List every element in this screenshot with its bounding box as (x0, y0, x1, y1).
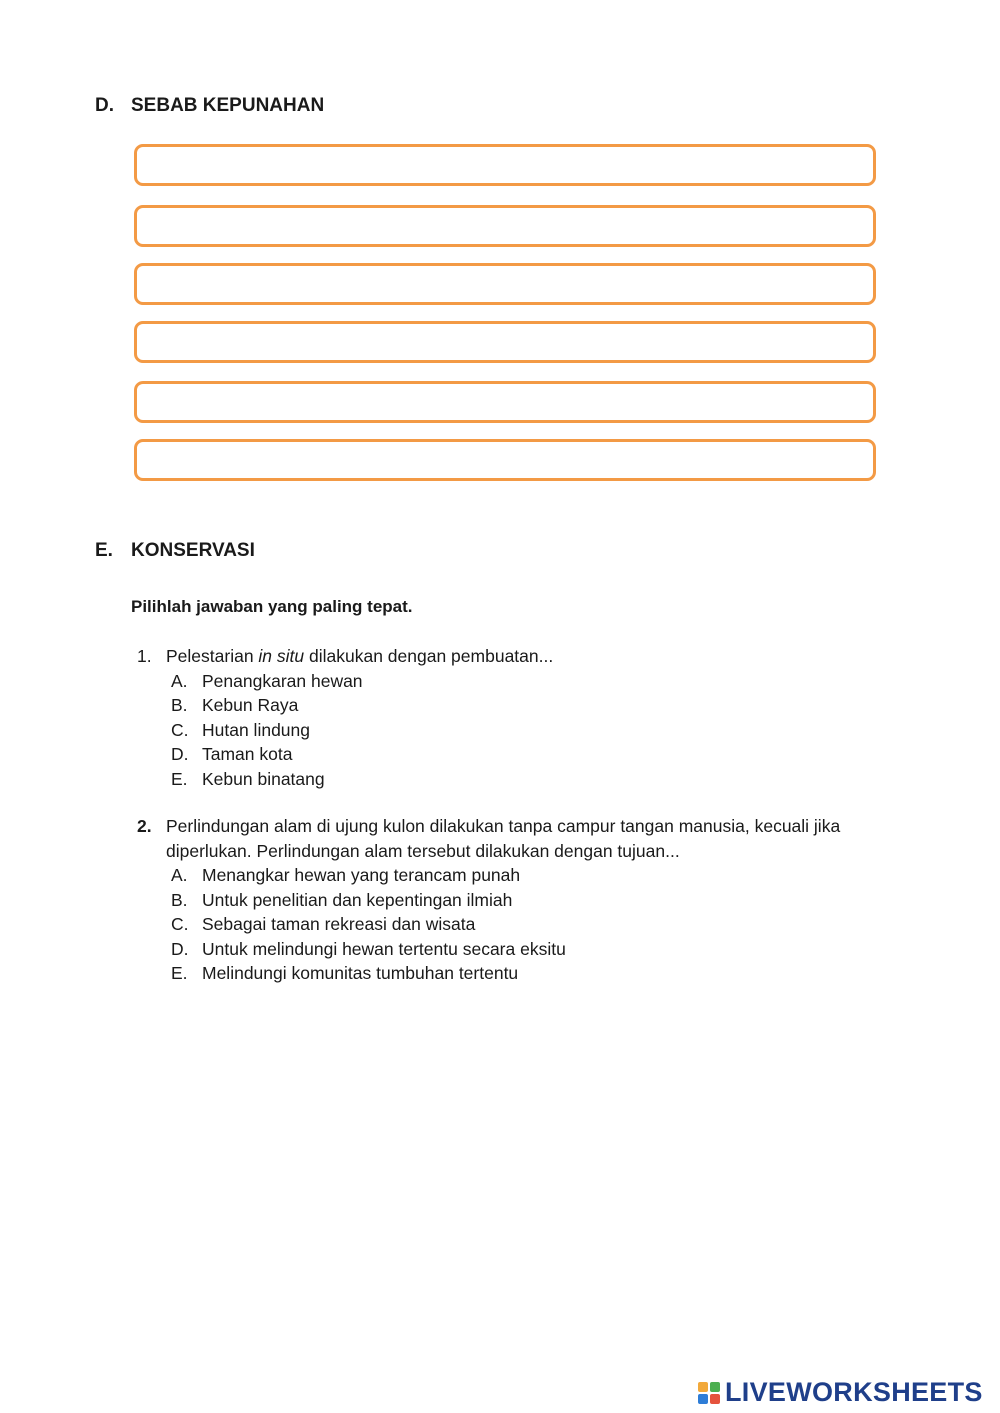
answer-box-5[interactable] (134, 381, 876, 423)
option-item[interactable] (171, 961, 897, 986)
option-text: Untuk melindungi hewan tertentu secara eksitu (202, 938, 566, 959)
option-letter: E. (171, 963, 188, 983)
answer-input-4[interactable] (137, 324, 873, 360)
section-e-heading (95, 540, 255, 562)
answer-box-2[interactable] (134, 205, 876, 247)
liveworksheets-logo-icon (698, 1382, 720, 1404)
question-text: Perlindungan alam di ujung kulon dilakukan tanpa campur tangan manusia, kecuali jika diperlukan. Perlindungan alam tersebut dilakukan dengan tujuan... (166, 816, 841, 861)
option-letter: D. (171, 938, 189, 959)
section-d-title: SEBAB KEPUNAHAN (131, 95, 325, 116)
options-list (137, 863, 897, 986)
options-list (137, 669, 897, 792)
option-letter: A. (171, 670, 188, 691)
option-letter: C. (171, 719, 189, 740)
option-item[interactable] (171, 888, 897, 913)
section-d-heading (95, 95, 324, 117)
answer-box-3[interactable] (134, 263, 876, 305)
option-letter: E. (171, 768, 188, 789)
option-item[interactable] (171, 693, 897, 718)
question-text-part: dilakukan dengan pembuatan... (304, 646, 554, 666)
option-letter: B. (171, 889, 188, 910)
option-text: Sebagai taman rekreasi dan wisata (202, 914, 476, 934)
option-text: Hutan lindung (202, 719, 310, 740)
option-item[interactable] (171, 912, 897, 937)
question-2 (137, 814, 897, 986)
option-text: Kebun binatang (202, 768, 325, 789)
section-e-letter: E. (95, 540, 113, 561)
answer-input-5[interactable] (137, 384, 873, 420)
option-item[interactable] (171, 669, 897, 694)
answer-input-6[interactable] (137, 442, 873, 478)
option-text: Penangkaran hewan (202, 670, 363, 691)
question-number: 1. (137, 646, 152, 666)
answer-box-4[interactable] (134, 321, 876, 363)
option-item[interactable] (171, 937, 897, 962)
answer-input-3[interactable] (137, 266, 873, 302)
question-number: 2. (137, 816, 152, 836)
instruction-text: Pilihlah jawaban yang paling tepat. (131, 597, 413, 616)
question-1 (137, 644, 897, 791)
option-item[interactable] (171, 742, 897, 767)
section-e-title: KONSERVASI (131, 540, 255, 561)
option-item[interactable] (171, 767, 897, 792)
answer-input-1[interactable] (137, 147, 873, 183)
answer-box-6[interactable] (134, 439, 876, 481)
question-text-part: Pelestarian (166, 646, 259, 666)
option-letter: A. (171, 865, 188, 885)
option-text: Menangkar hewan yang terancam punah (202, 865, 521, 885)
option-item[interactable] (171, 718, 897, 743)
option-letter: C. (171, 914, 189, 934)
answer-box-1[interactable] (134, 144, 876, 186)
option-letter: D. (171, 744, 189, 764)
answer-input-2[interactable] (137, 208, 873, 244)
option-text: Untuk penelitian dan kepentingan ilmiah (202, 889, 513, 910)
option-item[interactable] (171, 863, 897, 888)
option-text: Kebun Raya (202, 695, 299, 715)
option-letter: B. (171, 695, 188, 715)
question-text (166, 644, 897, 669)
liveworksheets-brand (698, 1377, 983, 1408)
question-text-italic: in situ (258, 646, 305, 666)
section-d-letter: D. (95, 95, 114, 116)
brand-name: LIVEWORKSHEETS (725, 1377, 983, 1407)
option-text: Melindungi komunitas tumbuhan tertentu (202, 963, 519, 983)
option-text: Taman kota (202, 744, 293, 764)
